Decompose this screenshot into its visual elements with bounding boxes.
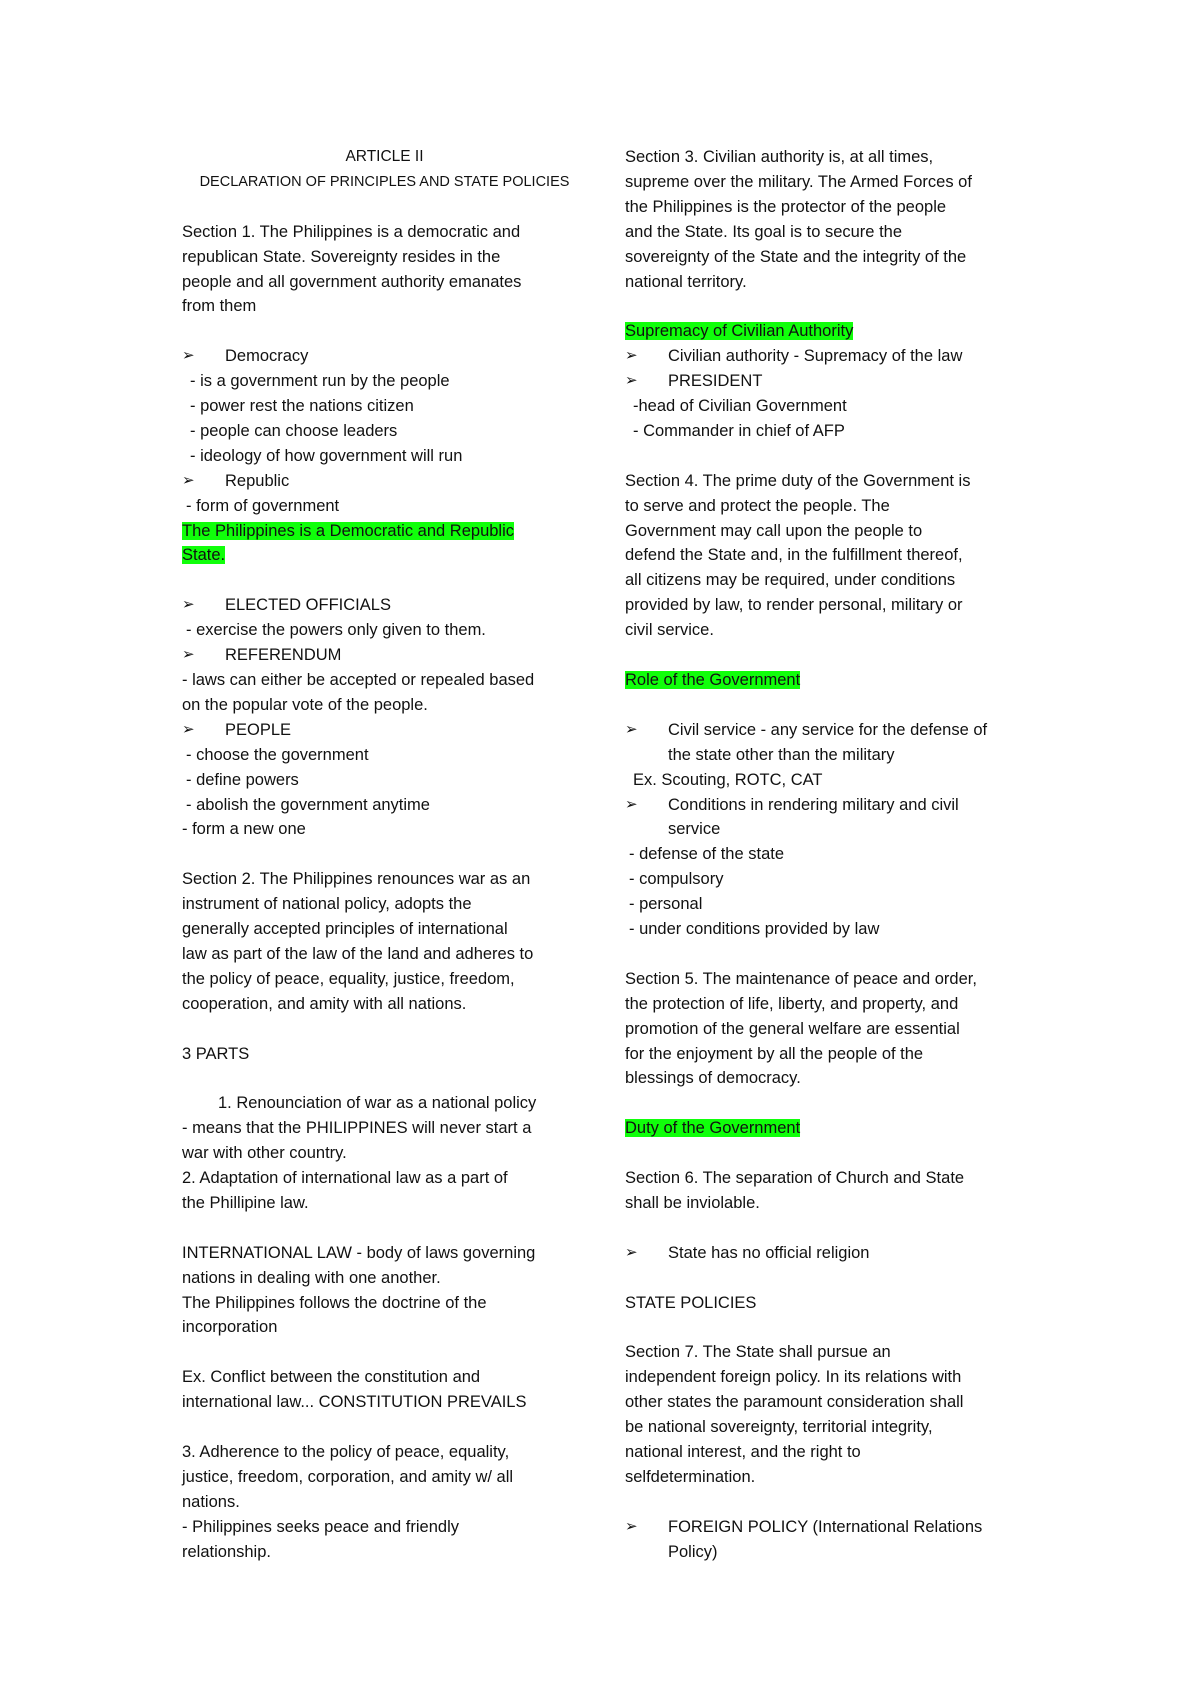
text-line: justice, freedom, corporation, and amity w/ all (182, 1467, 514, 1486)
bullet-text: the state other than the military (668, 745, 895, 764)
text-line: republican State. Sovereignty resides in the (182, 247, 501, 266)
text-line: Ex. Scouting, ROTC, CAT (633, 770, 823, 789)
text-line: and the State. Its goal is to secure the (625, 222, 903, 241)
highlighted-heading (182, 519, 587, 544)
text-line: international law... CONSTITUTION PREVAILS (182, 1393, 527, 1412)
arrow-bullet-icon: ➢ (625, 720, 638, 738)
text-line: sovereignty of the State and the integrity of the (625, 247, 967, 266)
bullet-item (625, 1241, 1030, 1266)
arrow-bullet-icon: ➢ (625, 1243, 638, 1261)
text-line: - form of government (186, 496, 340, 515)
blank-line (625, 942, 1030, 967)
text-line: shall be inviolable. (625, 1193, 760, 1212)
blank-line (182, 1415, 587, 1440)
bullet-item (182, 344, 587, 369)
bullet-continuation (625, 817, 1030, 842)
bullet-text: Conditions in rendering military and civil (668, 795, 959, 814)
bullet-text: Civil service - any service for the defense of (668, 720, 988, 739)
right-column (625, 145, 1030, 1564)
arrow-bullet-icon: ➢ (182, 646, 195, 664)
text-line: Section 7. The State shall pursue an (625, 1343, 891, 1362)
text-line: law as part of the law of the land and adheres to (182, 944, 534, 963)
blank-line (625, 643, 1030, 668)
text-line: Section 4. The prime duty of the Government is (625, 471, 971, 490)
blank-line (625, 693, 1030, 718)
bullet-item (182, 593, 587, 618)
text-line: independent foreign policy. In its relations with (625, 1368, 962, 1387)
text-line: generally accepted principles of international (182, 920, 508, 939)
blank-line (625, 294, 1030, 319)
blank-line (182, 1340, 587, 1365)
text-line: supreme over the military. The Armed Forces of (625, 172, 972, 191)
blank-line (182, 319, 587, 344)
bullet-item (625, 718, 1030, 743)
article-title: DECLARATION OF PRINCIPLES AND STATE POLICIES (199, 173, 570, 190)
bullet-text: FOREIGN POLICY (International Relations (668, 1517, 983, 1536)
text-line: -head of Civilian Government (633, 397, 847, 416)
bullet-item (625, 1515, 1030, 1540)
text-line: the policy of peace, equality, justice, freedom, (182, 969, 515, 988)
text-line: all citizens may be required, under conditions (625, 571, 956, 590)
arrow-bullet-icon: ➢ (182, 596, 195, 614)
text-line: Section 3. Civilian authority is, at all times, (625, 148, 934, 166)
blank-line (182, 1017, 587, 1042)
text-line: blessings of democracy. (625, 1069, 801, 1088)
arrow-bullet-icon: ➢ (625, 795, 638, 813)
bullet-text: PEOPLE (225, 720, 292, 739)
blank-line (182, 1216, 587, 1241)
arrow-bullet-icon: ➢ (182, 471, 195, 489)
bullet-item (182, 718, 587, 743)
text-line: incorporation (182, 1318, 278, 1337)
text-line: - people can choose leaders (190, 421, 398, 440)
text-line: people and all government authority emanates (182, 272, 522, 291)
text-line: STATE POLICIES (625, 1293, 757, 1312)
text-line: the protection of life, liberty, and property, and (625, 994, 959, 1013)
text-line: Section 6. The separation of Church and State (625, 1169, 965, 1188)
text-line: - means that the PHILIPPINES will never start a (182, 1119, 532, 1138)
bullet-item (625, 344, 1030, 369)
text-line: nations in dealing with one another. (182, 1268, 441, 1287)
text-line: defend the State and, in the fulfillment thereof, (625, 546, 963, 565)
highlight-text: Duty of the Government (625, 1119, 801, 1138)
text-line: Section 2. The Philippines renounces war as an (182, 870, 531, 889)
text-line: Government may call upon the people to (625, 521, 923, 540)
bullet-text: PRESIDENT (668, 372, 763, 391)
article-title: ARTICLE II (345, 148, 424, 165)
bullet-text: Policy) (668, 1542, 718, 1561)
text-line: nations. (182, 1492, 240, 1511)
blank-line (625, 1315, 1030, 1340)
highlight-text: The Philippines is a Democratic and Republic (182, 521, 514, 540)
text-line: INTERNATIONAL LAW - body of laws governing (182, 1243, 536, 1262)
blank-line (182, 195, 587, 220)
text-line: on the popular vote of the people. (182, 695, 428, 714)
highlighted-heading (625, 1116, 1030, 1141)
text-line: - define powers (186, 770, 299, 789)
bullet-text: service (668, 820, 721, 839)
bullet-text: Civilian authority - Supremacy of the law (668, 347, 963, 366)
text-line: civil service. (625, 621, 714, 640)
text-line: - form a new one (182, 820, 306, 839)
text-line: - abolish the government anytime (186, 795, 430, 814)
text-line: 3 PARTS (182, 1044, 250, 1063)
text-line: 3. Adherence to the policy of peace, equality, (182, 1442, 510, 1461)
arrow-bullet-icon: ➢ (182, 720, 195, 738)
text-line: - choose the government (186, 745, 369, 764)
text-line: the Phillipine law. (182, 1193, 309, 1212)
bullet-item (182, 469, 587, 494)
text-line: - defense of the state (629, 845, 785, 864)
bullet-text: Republic (225, 471, 290, 490)
text-line: national interest, and the right to (625, 1442, 861, 1461)
text-line: 2. Adaptation of international law as a part of (182, 1169, 508, 1188)
highlight-text: Role of the Government (625, 670, 801, 689)
text-line: be national sovereignty, territorial integrity, (625, 1418, 933, 1437)
arrow-bullet-icon: ➢ (625, 1517, 638, 1535)
text-line: - under conditions provided by law (629, 920, 880, 939)
text-line: - is a government run by the people (190, 372, 450, 391)
text-line: 1. Renounciation of war as a national policy (218, 1094, 537, 1113)
highlighted-heading (625, 668, 1030, 693)
blank-line (182, 1066, 587, 1091)
text-line: other states the paramount consideration shall (625, 1393, 964, 1412)
blank-line (182, 568, 587, 593)
text-line: - exercise the powers only given to them. (186, 621, 486, 640)
text-line: to serve and protect the people. The (625, 496, 890, 515)
left-column (182, 145, 587, 1565)
text-line: for the enjoyment by all the people of the (625, 1044, 924, 1063)
text-line: war with other country. (182, 1144, 347, 1163)
text-line: Ex. Conflict between the constitution and (182, 1368, 481, 1387)
highlight-text: Supremacy of Civilian Authority (625, 322, 854, 341)
text-line: national territory. (625, 272, 747, 291)
blank-line (625, 1490, 1030, 1515)
text-line: selfdetermination. (625, 1467, 756, 1486)
bullet-continuation (625, 1540, 1030, 1565)
highlighted-heading (625, 319, 1030, 344)
text-line: - personal (629, 895, 703, 914)
text-line: from them (182, 297, 257, 316)
bullet-text: Democracy (225, 347, 309, 366)
blank-line (182, 842, 587, 867)
text-line: instrument of national policy, adopts the (182, 895, 472, 914)
blank-line (625, 1216, 1030, 1241)
text-line: The Philippines follows the doctrine of the (182, 1293, 487, 1312)
text-line: provided by law, to render personal, military or (625, 596, 963, 615)
blank-line (625, 1266, 1030, 1291)
text-line: - laws can either be accepted or repealed based (182, 670, 535, 689)
text-line: Section 5. The maintenance of peace and order, (625, 969, 977, 988)
text-line: - compulsory (629, 870, 724, 889)
highlighted-heading (182, 543, 587, 568)
text-line: Section 1. The Philippines is a democratic and (182, 222, 521, 241)
bullet-item (625, 793, 1030, 818)
arrow-bullet-icon: ➢ (625, 347, 638, 365)
arrow-bullet-icon: ➢ (625, 372, 638, 390)
text-line: - power rest the nations citizen (190, 397, 414, 416)
bullet-continuation (625, 743, 1030, 768)
text-line: cooperation, and amity with all nations. (182, 994, 467, 1013)
text-line: the Philippines is the protector of the people (625, 197, 947, 216)
highlight-text: State. (182, 546, 226, 565)
blank-line (625, 1091, 1030, 1116)
text-line: promotion of the general welfare are essential (625, 1019, 960, 1038)
bullet-text: State has no official religion (668, 1243, 870, 1262)
bullet-text: REFERENDUM (225, 646, 342, 665)
text-line: - Commander in chief of AFP (633, 421, 845, 440)
text-line: - ideology of how government will run (190, 446, 463, 465)
blank-line (625, 1141, 1030, 1166)
bullet-item (182, 643, 587, 668)
arrow-bullet-icon: ➢ (182, 347, 195, 365)
blank-line (625, 444, 1030, 469)
text-line: relationship. (182, 1542, 271, 1561)
bullet-item (625, 369, 1030, 394)
bullet-text: ELECTED OFFICIALS (225, 596, 391, 615)
text-line: - Philippines seeks peace and friendly (182, 1517, 459, 1536)
